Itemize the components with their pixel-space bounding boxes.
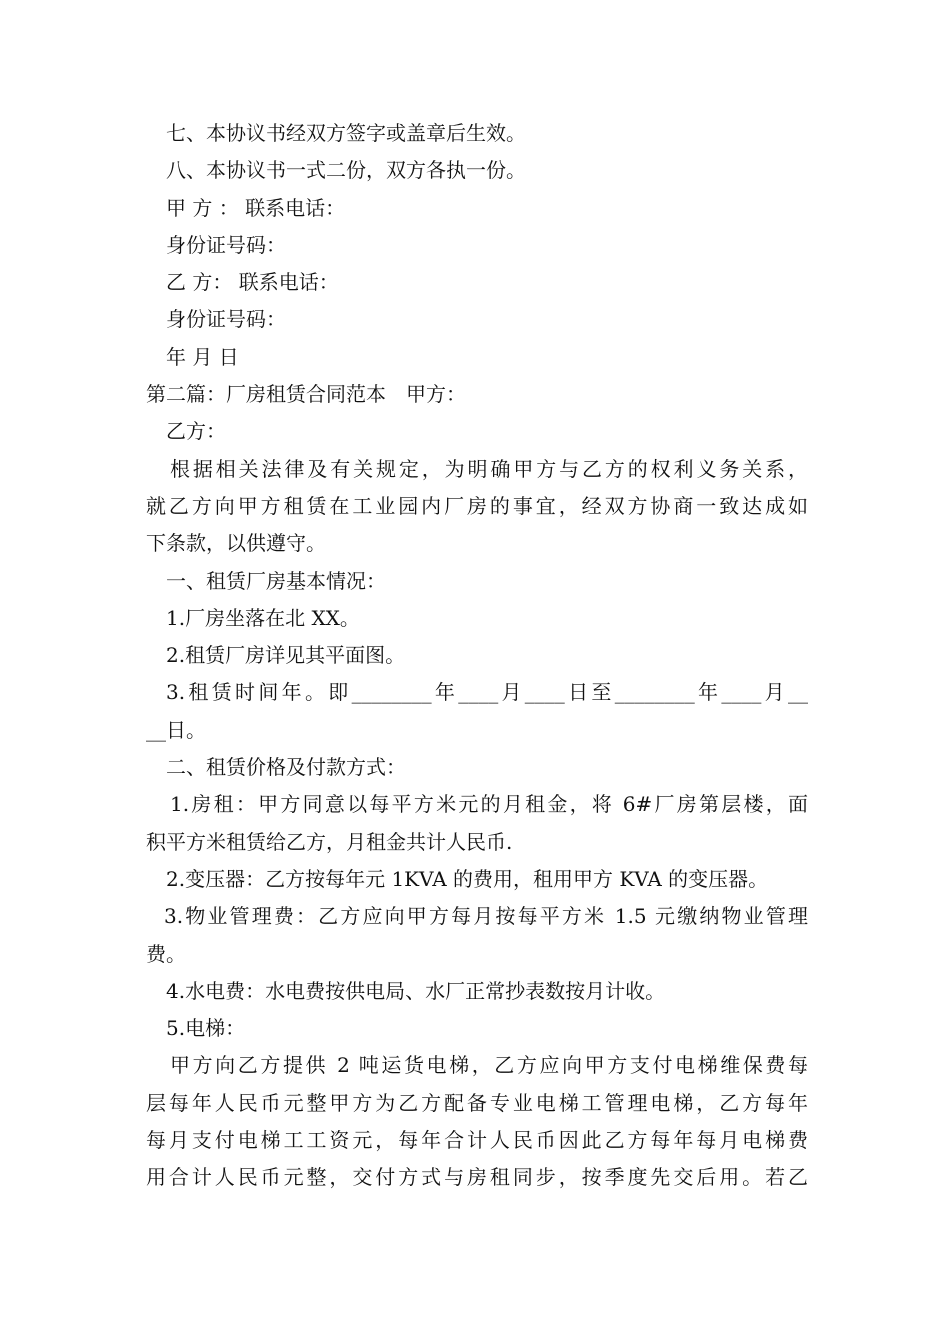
preamble-line-3: 下条款，以供遵守。 [146,531,326,556]
party-b-id: 身份证号码： [166,307,286,332]
rent-line-1: 1.房租：甲方同意以每平方米元的月租金，将 6#厂房第层楼，面 [170,792,808,817]
date-line: 年 月 日 [166,344,239,369]
property-fee-line-1: 3.物业管理费：乙方应向甲方每月按每平方米 1.5 元缴纳物业管理 [164,904,808,929]
utilities-line: 4.水电费：水电费按供电局、水厂正常抄表数按月计收。 [166,978,666,1003]
clause-eight: 八、本协议书一式二份，双方各执一份。 [166,158,526,183]
preamble-line-2: 就乙方向甲方租赁在工业园内厂房的事宜，经双方协商一致达成如 [146,493,808,518]
item-1-location: 1.厂房坐落在北 XX。 [166,605,360,630]
article-two-heading: 二、租赁价格及付款方式： [166,755,406,780]
transformer-line: 2.变压器：乙方按每年元 1KVA 的费用，租用甲方 KVA 的变压器。 [166,866,769,891]
clause-seven: 七、本协议书经双方签字或盖章后生效。 [166,121,526,145]
item-3-term-line-2: __日。 [146,717,206,742]
party-b-label: 乙方： [166,419,226,444]
rent-line-2: 积平方米租赁给乙方，月租金共计人民币. [146,829,513,854]
item-3-term-line-1: 3.租赁时间年。即________年____月____日至________年____月__ [166,680,808,705]
document-body [146,115,808,1197]
preamble-line-1: 根据相关法律及有关规定，为明确甲方与乙方的权利义务关系， [170,456,808,481]
property-fee-line-2: 费。 [146,941,186,966]
elevator-line-1: 甲方向乙方提供 2 吨运货电梯，乙方应向甲方支付电梯维保费每 [170,1053,808,1078]
elevator-line-4: 用合计人民币元整，交付方式与房租同步，按季度先交后用。若乙 [146,1165,808,1190]
elevator-heading: 5.电梯： [166,1016,246,1041]
section-two-heading: 第二篇：厂房租赁合同范本 甲方： [146,382,466,407]
item-2-plan: 2.租赁厂房详见其平面图。 [166,643,406,668]
article-one-heading: 一、租赁厂房基本情况： [166,568,386,593]
elevator-line-2: 层每年人民币元整甲方为乙方配备专业电梯工管理电梯，乙方每年 [146,1090,808,1115]
party-a-phone: 甲 方 ： 联系电话： [166,195,346,220]
elevator-line-3: 每月支付电梯工工资元，每年合计人民币因此乙方每年每月电梯费 [146,1128,808,1153]
party-a-id: 身份证号码： [166,232,286,257]
party-b-phone: 乙 方： 联系电话： [166,270,339,295]
